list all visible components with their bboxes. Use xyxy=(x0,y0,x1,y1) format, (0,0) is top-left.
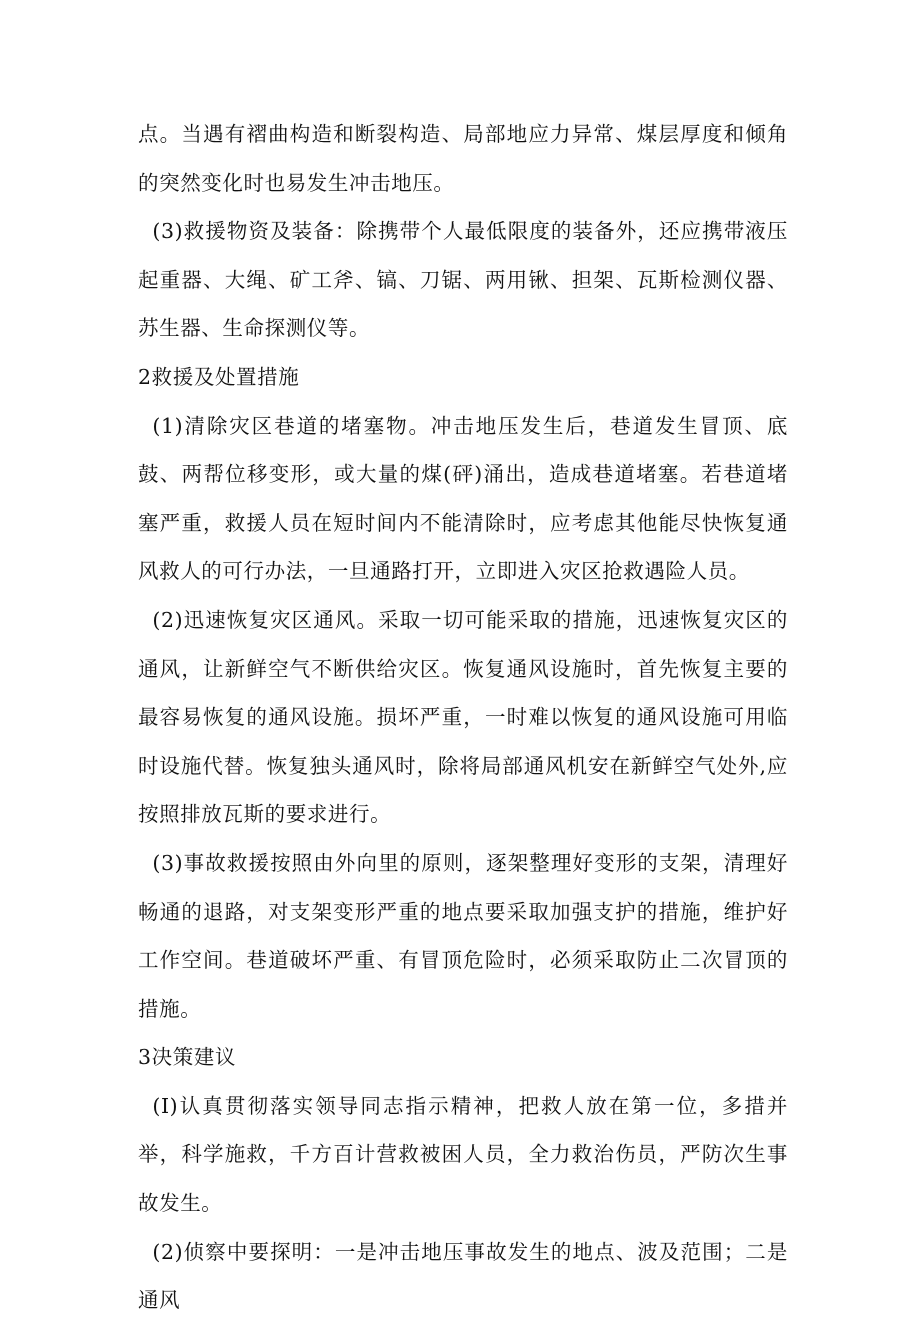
paragraph-rescue-equipment: (3)救援物资及装备：除携带个人最低限度的装备外，还应携带液压起重器、大绳、矿工斧、镐、刀锯、两用锹、担架、瓦斯检测仪器、苏生器、生命探测仪等。 xyxy=(138,219,788,341)
paragraph-continuation: 点。当遇有褶曲构造和断裂构造、局部地应力异常、煤层厚度和倾角的突然变化时也易发生冲击地压。 xyxy=(138,122,788,195)
paragraph-implement-instructions: (I)认真贯彻落实领导同志指示精神，把救人放在第一位，多措并举，科学施救，千方百计营救被困人员，全力救治伤员，严防次生事故发生。 xyxy=(138,1093,788,1216)
section-heading-rescue-measures: 2救援及处置措施 xyxy=(138,364,300,389)
paragraph-clear-blockage: (1)清除灾区巷道的堵塞物。冲击地压发生后，巷道发生冒顶、底鼓、两帮位移变形，或大量的煤(砰)涌出，造成巷道堵塞。若巷道堵塞严重，救援人员在短时间内不能清除时，应考虑其他能尽快恢复通风救人的可行办法，一旦通路打开，立即进入灾区抢救遇险人员。 xyxy=(138,413,788,584)
paragraph-outside-in-principle: (3)事故救援按照由外向里的原则，逐架整理好变形的支架，清理好畅通的退路，对支架变形严重的地点要采取加强支护的措施，维护好工作空间。巷道破坏严重、有冒顶危险时，必须采取防止二次冒顶的措施。 xyxy=(138,850,788,1021)
section-heading-decision-advice: 3决策建议 xyxy=(138,1045,237,1070)
paragraph-reconnaissance: (2)侦察中要探明：一是冲击地压事故发生的地点、波及范围；二是通风 xyxy=(138,1239,788,1313)
paragraph-restore-ventilation: (2)迅速恢复灾区通风。采取一切可能采取的措施，迅速恢复灾区的通风，让新鲜空气不断供给灾区。恢复通风设施时，首先恢复主要的最容易恢复的通风设施。损坏严重，一时难以恢复的通风设施可用临时设施代替。恢复独头通风时，除将局部通风机安在新鲜空气处外,应按照排放瓦斯的要求进行。 xyxy=(138,607,788,827)
document-body xyxy=(138,110,788,1325)
